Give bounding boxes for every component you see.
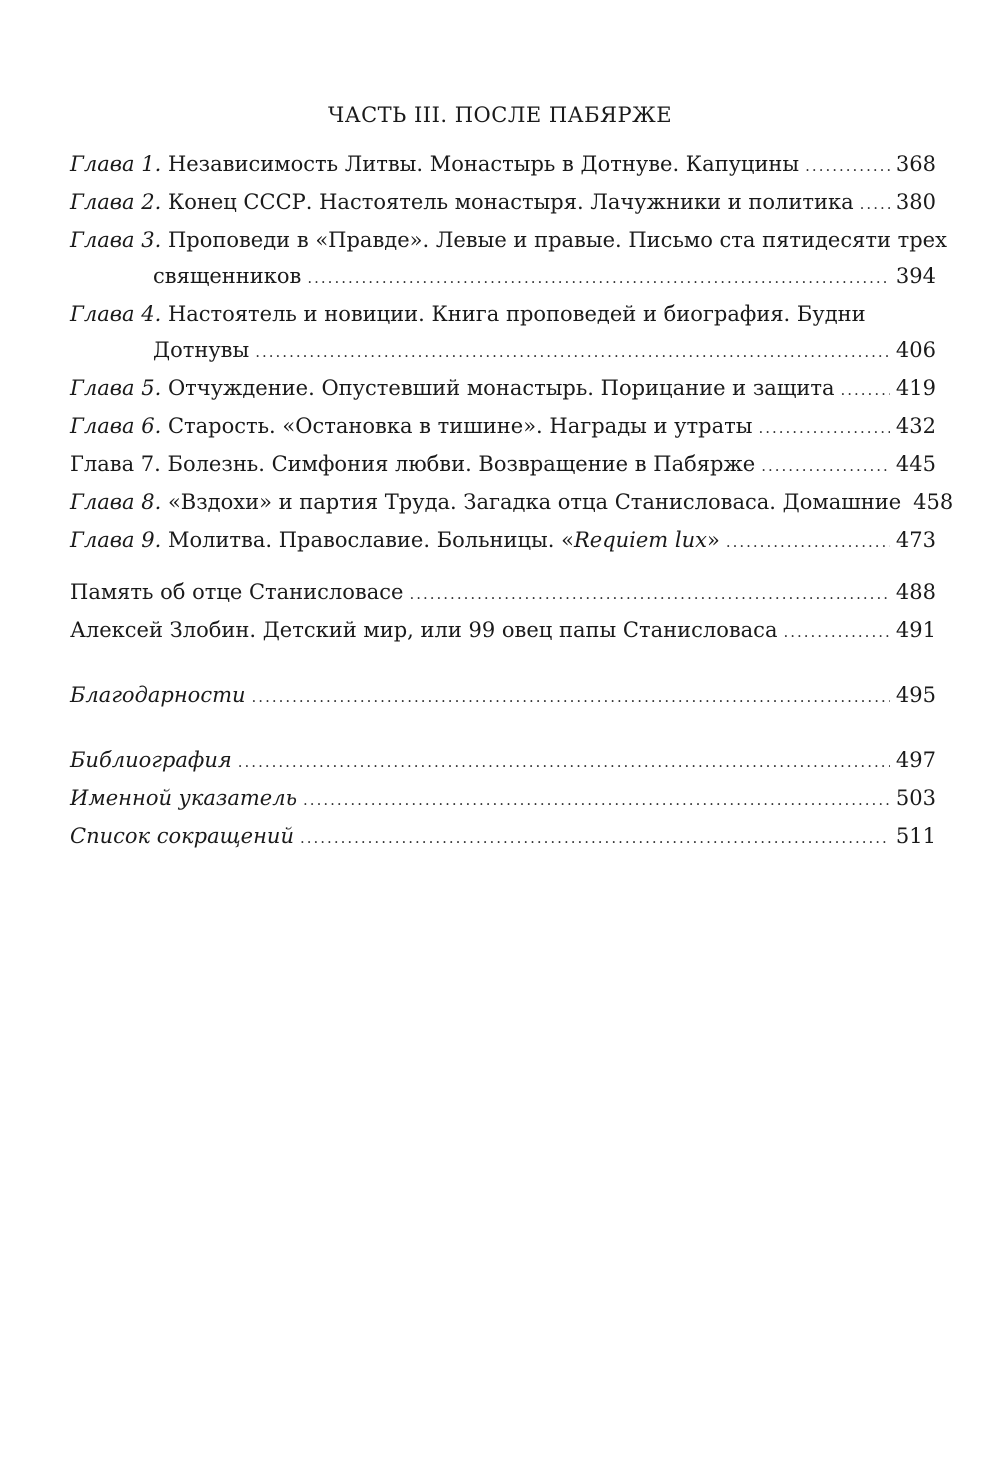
toc-entry-chapter-7[interactable] <box>70 446 936 484</box>
chapter-prefix: Глава 5. <box>70 376 162 400</box>
dot-leader <box>726 524 890 560</box>
latin-title: Requiem lux <box>573 528 707 552</box>
page-number: 497 <box>895 748 936 772</box>
dot-leader <box>307 260 890 296</box>
page-number: 511 <box>895 824 936 848</box>
chapter-title: Независимость Литвы. Монастырь в Дотнуве. Капуцины <box>167 152 800 176</box>
chapter-prefix: Глава 7. <box>70 452 161 476</box>
entry-title: Благодарности <box>70 683 246 707</box>
dot-leader <box>761 448 890 484</box>
toc-entry-chapter-6[interactable] <box>70 408 936 446</box>
page-number: 445 <box>895 452 936 476</box>
entry-title: Алексей Злобин. Детский мир, или 99 овец папы Станисловаса <box>70 618 778 642</box>
part-title: ЧАСТЬ III. ПОСЛЕ ПАБЯРЖЕ <box>327 103 673 127</box>
dot-leader <box>783 614 889 650</box>
page-number: 488 <box>895 580 936 604</box>
chapter-title: «Вздохи» и партия Труда. Загадка отца Станисловаса. Домашние <box>167 490 902 514</box>
dot-leader <box>409 576 889 612</box>
chapter-title-line-2: священников <box>153 264 302 288</box>
toc-entry-chapter-1[interactable] <box>70 146 936 184</box>
chapter-prefix: Глава 4. <box>70 302 162 326</box>
chapter-prefix: Глава 6. <box>70 414 162 438</box>
page-number: 394 <box>895 264 936 288</box>
page-number: 380 <box>895 190 936 214</box>
toc-entry-chapter-4[interactable] <box>70 296 936 370</box>
dot-leader <box>255 334 890 370</box>
page-number: 503 <box>895 786 936 810</box>
chapter-title: Конец СССР. Настоятель монастыря. Лачужники и политика <box>167 190 854 214</box>
chapter-prefix: Глава 3. <box>70 228 162 252</box>
chapter-prefix: Глава 9. <box>70 528 162 552</box>
toc-entry-chapter-9[interactable] <box>70 522 936 560</box>
chapter-title: Болезнь. Симфония любви. Возвращение в Пабярже <box>167 452 756 476</box>
chapter-title: Старость. «Остановка в тишине». Награды и утраты <box>167 414 753 438</box>
toc-entry-chapter-2[interactable] <box>70 184 936 222</box>
toc-entry-chapter-8[interactable] <box>70 484 954 522</box>
chapter-prefix: Глава 8. <box>70 490 162 514</box>
dot-leader <box>300 820 890 856</box>
page-number: 458 <box>913 490 954 514</box>
chapter-title-line-2: Дотнувы <box>153 338 250 362</box>
page-number: 406 <box>895 338 936 362</box>
page-number: 495 <box>895 683 936 707</box>
entry-title: Память об отце Станисловасе <box>70 580 404 604</box>
dot-leader <box>303 782 890 818</box>
chapter-prefix: Глава 1. <box>70 152 162 176</box>
table-of-contents <box>70 146 954 856</box>
toc-entry-bibliography[interactable] <box>70 742 936 780</box>
spacer <box>70 650 936 677</box>
dot-leader <box>758 410 889 446</box>
chapter-title: Молитва. Православие. Больницы. «Requiem lux» <box>167 528 720 552</box>
dot-leader <box>805 148 890 184</box>
chapter-title-line-1: Настоятель и новиции. Книга проповедей и биография. Будни <box>167 302 866 326</box>
entry-title: Библиография <box>70 748 232 772</box>
toc-entry-chapter-3[interactable] <box>70 222 947 296</box>
toc-entry-zlobin[interactable] <box>70 612 936 650</box>
toc-entry-chapter-5[interactable] <box>70 370 936 408</box>
dot-leader <box>840 372 889 408</box>
dot-leader <box>238 744 890 780</box>
chapter-title: Отчуждение. Опустевший монастырь. Порицание и защита <box>167 376 835 400</box>
page-number: 419 <box>895 376 936 400</box>
chapter-prefix: Глава 2. <box>70 190 162 214</box>
toc-entry-abbreviations[interactable] <box>70 818 936 856</box>
toc-entry-acknowledgements[interactable] <box>70 677 936 715</box>
toc-entry-memory[interactable] <box>70 574 936 612</box>
spacer <box>70 715 936 742</box>
spacer <box>70 560 936 574</box>
page-number: 491 <box>895 618 936 642</box>
entry-title: Список сокращений <box>70 824 294 848</box>
page-number: 432 <box>895 414 936 438</box>
dot-leader <box>860 186 890 222</box>
page-number: 368 <box>895 152 936 176</box>
page-number: 473 <box>895 528 936 552</box>
entry-title: Именной указатель <box>70 786 298 810</box>
dot-leader <box>252 679 890 715</box>
toc-entry-name-index[interactable] <box>70 780 936 818</box>
chapter-title-line-1: Проповеди в «Правде». Левые и правые. Письмо ста пятидесяти трех <box>167 228 947 252</box>
